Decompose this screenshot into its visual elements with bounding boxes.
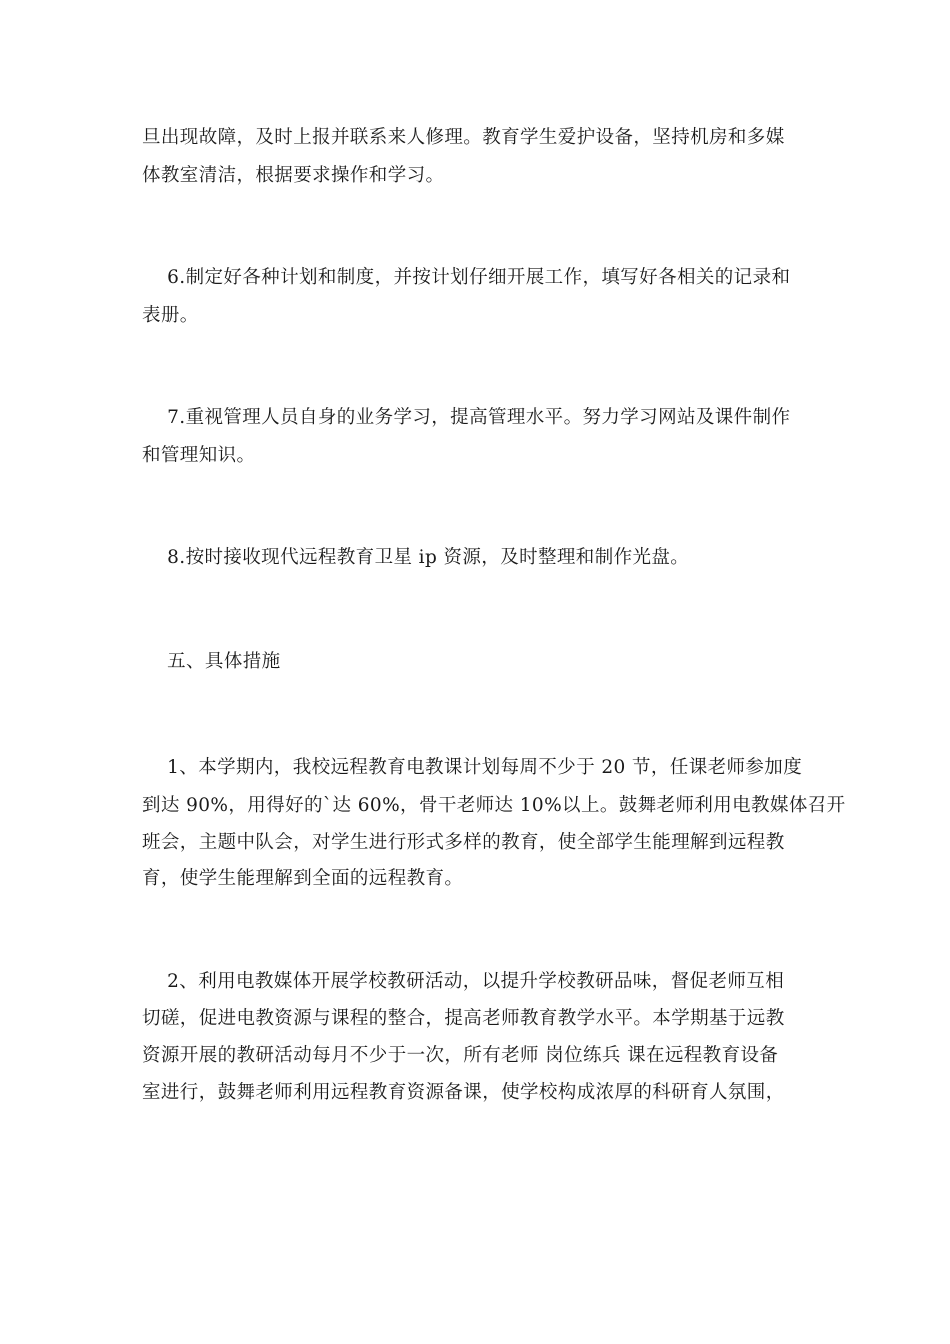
measure-2-line-1: 2、利用电教媒体开展学校教研活动，以提升学校教研品味，督促老师互相: [142, 971, 785, 992]
item-6-line-1: 6.制定好各种计划和制度，并按计划仔细开展工作，填写好各相关的记录和: [142, 267, 791, 288]
measure-1-line-2: 到达 90%，用得好的`达 60%，骨干老师达 10%以上。鼓舞老师利用电教媒体召开: [142, 795, 846, 816]
measure-2-line-3: 资源开展的教研活动每月不少于一次，所有老师 岗位练兵 课在远程教育设备: [142, 1045, 779, 1066]
item-8-line-1: 8.按时接收现代远程教育卫星 ip 资源，及时整理和制作光盘。: [142, 547, 690, 568]
item-7-line-1: 7.重视管理人员自身的业务学习，提高管理水平。努力学习网站及课件制作: [142, 407, 791, 428]
section-heading: 五、具体措施: [142, 651, 281, 672]
paragraph-1-line-1: 旦出现故障，及时上报并联系来人修理。教育学生爱护设备，坚持机房和多媒: [142, 127, 785, 148]
measure-2-line-4: 室进行，鼓舞老师利用远程教育资源备课，使学校构成浓厚的科研育人氛围，: [142, 1082, 785, 1103]
paragraph-1-line-2: 体教室清洁，根据要求操作和学习。: [142, 165, 445, 186]
item-7-line-2: 和管理知识。: [142, 445, 256, 466]
item-6-line-2: 表册。: [142, 305, 199, 326]
measure-1-line-4: 育，使学生能理解到全面的远程教育。: [142, 868, 464, 889]
measure-2-line-2: 切磋，促进电教资源与课程的整合，提高老师教育教学水平。本学期基于远教: [142, 1008, 785, 1029]
measure-1-line-3: 班会，主题中队会，对学生进行形式多样的教育，使全部学生能理解到远程教: [142, 832, 785, 853]
measure-1-line-1: 1、本学期内，我校远程教育电教课计划每周不少于 20 节，任课老师参加度: [142, 757, 803, 778]
